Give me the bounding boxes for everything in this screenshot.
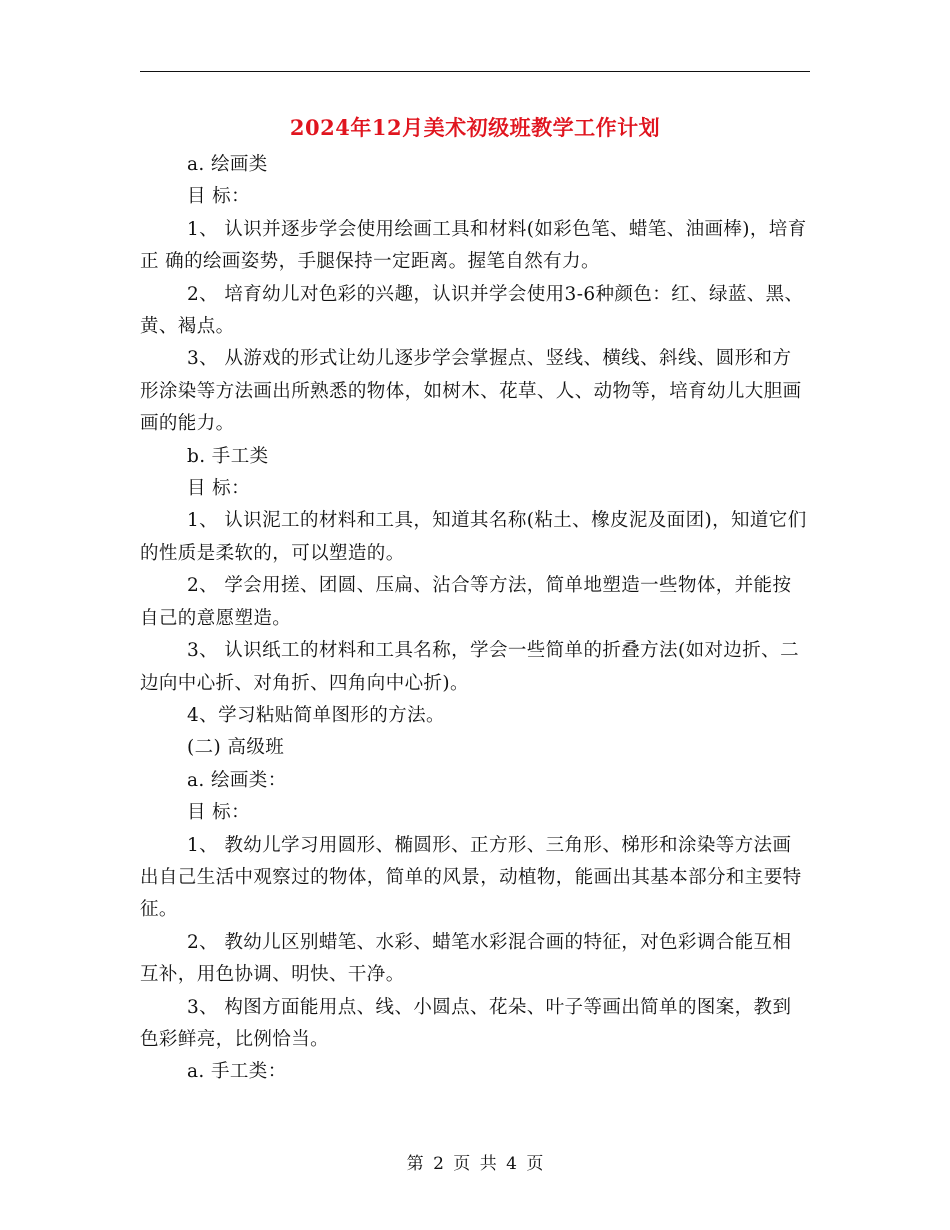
paragraph-handcraft-heading: a. 手工类： <box>187 1061 287 1083</box>
paragraph-item: 1、 教幼儿学习用圆形、椭圆形、正方形、三角形、梯形和涂染等方法画出自己生活中观察过的物体，简单的风景，动植物，能画出其基本部分和主要特征。 <box>140 834 802 921</box>
paragraph-item: 2、 培育幼儿对色彩的兴趣，认识并学会使用3-6种颜色：红、绿蓝、黑、黄、褐点。 <box>140 283 804 338</box>
paragraph-advanced-class-heading: (二) 高级班 <box>187 737 285 759</box>
document-title: 2024年12月美术初级班教学工作计划 <box>289 115 661 140</box>
document-body <box>140 149 810 1089</box>
paragraph-item: 4、学习粘贴简单图形的方法。 <box>187 704 445 726</box>
paragraph-item: 2、 学会用搓、团圆、压扁、沾合等方法，简单地塑造一些物体，并能按自己的意愿塑造。 <box>140 575 792 629</box>
paragraph-painting-heading: a. 绘画类： <box>187 769 287 791</box>
paragraph-item: 3、 从游戏的形式让幼儿逐步学会掌握点、竖线、横线、斜线、圆形和方形涂染等方法画出所熟悉的物体，如树木、花草、人、动物等，培育幼儿大胆画画的能力。 <box>140 348 802 435</box>
page-number-footer: 第 2 页 共 4 页 <box>406 1154 544 1174</box>
paragraph-goal-label: 目 标： <box>187 802 250 824</box>
paragraph-item: 1、 认识泥工的材料和工具，知道其名称(粘土、橡皮泥及面团)，知道它们的性质是柔软的，可以塑造的。 <box>140 510 807 564</box>
paragraph-handcraft-heading: b. 手工类 <box>187 445 269 467</box>
header-rule <box>140 71 810 72</box>
paragraph-painting-heading: a. 绘画类 <box>187 154 268 175</box>
paragraph-goal-label: 目 标： <box>187 478 250 500</box>
paragraph-goal-label: 目 标： <box>187 186 250 208</box>
paragraph-item: 1、 认识并逐步学会使用绘画工具和材料(如彩色笔、蜡笔、油画棒)，培育正 确的绘画姿势，手腿保持一定距离。握笔自然有力。 <box>140 218 807 273</box>
paragraph-item: 2、 教幼儿区别蜡笔、水彩、蜡笔水彩混合画的特征，对色彩调合能互相互补，用色协调、明快、干净。 <box>140 931 792 986</box>
paragraph-item: 3、 构图方面能用点、线、小圆点、花朵、叶子等画出简单的图案，教到色彩鲜亮，比例恰当。 <box>140 996 792 1050</box>
paragraph-item: 3、 认识纸工的材料和工具名称，学会一些简单的折叠方法(如对边折、二边向中心折、对角折、四角向中心折)。 <box>140 640 799 694</box>
